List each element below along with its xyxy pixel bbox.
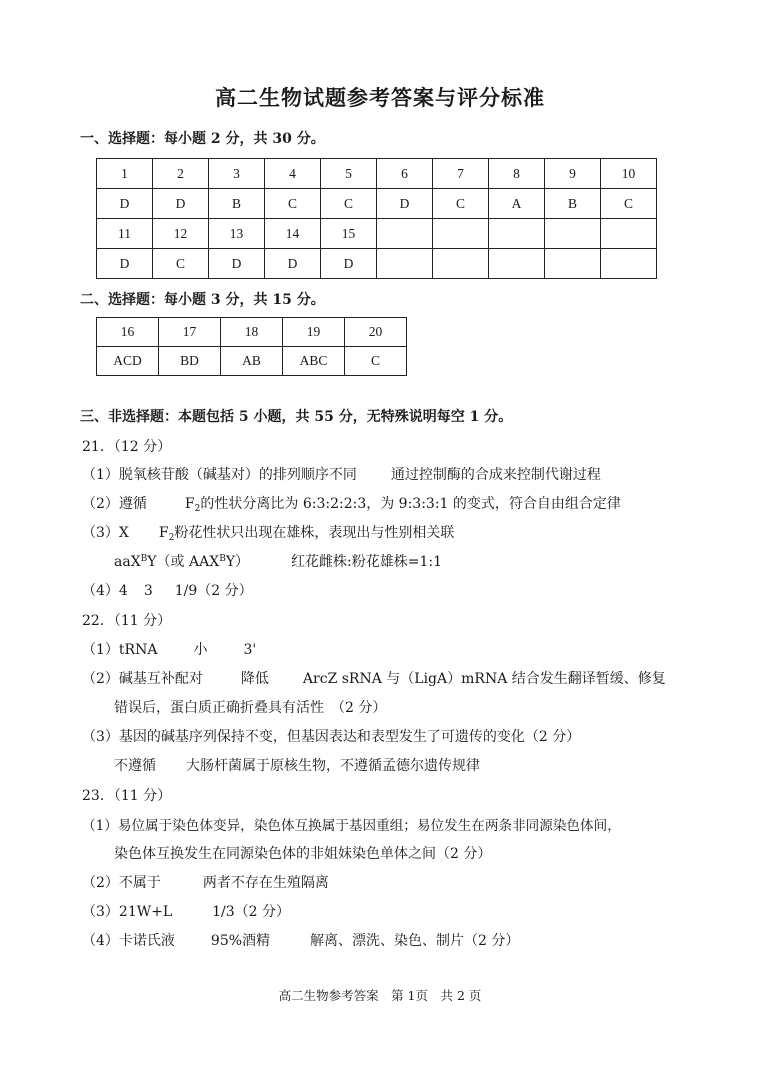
answer-cell: D [265, 249, 321, 279]
question-number: 5 [321, 159, 377, 189]
answer-text: 大肠杆菌属于原核生物，不遵循孟德尔遗传规律 [186, 758, 480, 774]
q22-answer-2 [82, 668, 666, 688]
q22-answer-1 [82, 639, 256, 659]
q22-answer-2-cont: 错误后，蛋白质正确折叠具有活性 （2 分） [114, 700, 387, 716]
table-row [97, 347, 407, 376]
q23-answer-4 [82, 930, 519, 950]
q23-answer-1-cont: 染色体互换发生在同源染色体的非姐妹染色单体之间（2 分） [114, 846, 492, 862]
answer-cell: C [265, 189, 321, 219]
q21-answer-2 [82, 493, 621, 513]
answer-text: 1/3（2 分） [212, 904, 291, 920]
answer-text: F [184, 496, 195, 512]
table-row [97, 219, 657, 249]
question-number: 17 [159, 318, 221, 347]
superscript: B [140, 554, 148, 564]
empty-cell [433, 219, 489, 249]
question-number: 15 [321, 219, 377, 249]
question-number: 3 [209, 159, 265, 189]
answer-text: 3' [243, 642, 257, 658]
answer-text: ArcZ sRNA 与（LigA）mRNA 结合发生翻译暂缓、修复 [302, 671, 666, 687]
question-number: 12 [153, 219, 209, 249]
question-number: 7 [433, 159, 489, 189]
question-number: 6 [377, 159, 433, 189]
q23-answer-2 [82, 872, 329, 892]
question-number: 1 [97, 159, 153, 189]
answer-cell: D [97, 249, 153, 279]
answer-cell: D [153, 189, 209, 219]
answer-cell: ABC [283, 347, 345, 376]
q22-answer-3: （3）基因的碱基序列保持不变，但基因表达和表型发生了可遗传的变化（2 分） [82, 729, 581, 745]
answer-text: 粉花性状只出现在雄株，表现出与性别相关联 [174, 525, 455, 541]
answer-cell: D [209, 249, 265, 279]
empty-cell [545, 219, 601, 249]
empty-cell [545, 249, 601, 279]
answer-text: 3 [143, 583, 153, 599]
answer-text: 通过控制酶的合成来控制代谢过程 [390, 467, 601, 483]
q21-answer-5 [82, 580, 253, 600]
answer-text: 两者不存在生殖隔离 [202, 875, 329, 891]
table-row [97, 318, 407, 347]
question-number: 10 [601, 159, 657, 189]
page-footer: 高二生物参考答案 第 1页 共 2 页 [278, 988, 482, 1003]
empty-cell [377, 219, 433, 249]
q21-answer-3 [82, 522, 454, 542]
answer-text: （3）21W+L [82, 904, 173, 920]
page-title: 高二生物试题参考答案与评分标准 [215, 85, 545, 110]
answer-cell: B [545, 189, 601, 219]
answer-text: （3）X [82, 525, 129, 541]
question-23-heading: 23．（11 分） [82, 788, 172, 804]
answer-cell: ACD [97, 347, 159, 376]
answer-text: 1/9（2 分） [174, 583, 253, 599]
answer-text: （1）脱氧核苷酸（碱基对）的排列顺序不同 [82, 467, 357, 483]
answer-cell: C [345, 347, 407, 376]
section1-heading: 一、选择题：每小题 2 分，共 30 分。 [80, 131, 325, 147]
superscript: B [219, 554, 226, 564]
answer-text: 95%酒精 [210, 933, 271, 949]
answer-text: （4）4 [82, 583, 128, 599]
answer-cell: AB [221, 347, 283, 376]
answer-text: aaX [114, 554, 141, 570]
question-number: 4 [265, 159, 321, 189]
empty-cell [489, 219, 545, 249]
question-number: 2 [153, 159, 209, 189]
answer-text: 不遵循 [114, 758, 156, 774]
question-number: 9 [545, 159, 601, 189]
answer-cell: B [209, 189, 265, 219]
empty-cell [433, 249, 489, 279]
section3-heading: 三、非选择题：本题包括 5 小题，共 55 分，无特殊说明每空 1 分。 [80, 409, 513, 425]
question-number: 13 [209, 219, 265, 249]
q23-answer-3 [82, 901, 290, 921]
table-row [97, 159, 657, 189]
empty-cell [601, 219, 657, 249]
answer-text: 降低 [240, 671, 269, 687]
answer-text: 红花雌株:粉花雄株=1:1 [291, 554, 443, 570]
subscript: 2 [168, 533, 175, 543]
question-number: 20 [345, 318, 407, 347]
answer-text: （2）不属于 [82, 875, 161, 891]
question-number: 16 [97, 318, 159, 347]
answer-text: （1）tRNA [82, 642, 158, 658]
section1-answer-table [96, 158, 657, 279]
question-number: 14 [265, 219, 321, 249]
q22-answer-3-cont [114, 755, 480, 775]
table-row [97, 189, 657, 219]
subscript: 2 [194, 504, 201, 514]
answer-cell: C [433, 189, 489, 219]
section2-answer-table [96, 317, 407, 376]
answer-cell: D [321, 249, 377, 279]
q21-answer-4 [114, 551, 442, 571]
answer-cell: A [489, 189, 545, 219]
answer-cell: C [601, 189, 657, 219]
answer-text: F [158, 525, 169, 541]
empty-cell [377, 249, 433, 279]
answer-text: 小 [193, 642, 208, 658]
question-number: 18 [221, 318, 283, 347]
question-22-heading: 22．（11 分） [82, 613, 172, 629]
answer-cell: C [153, 249, 209, 279]
question-21-heading: 21．（12 分） [82, 439, 172, 455]
section2-heading: 二、选择题：每小题 3 分，共 15 分。 [80, 292, 325, 308]
answer-text: （2）遵循 [82, 496, 147, 512]
answer-cell: D [97, 189, 153, 219]
answer-cell: C [321, 189, 377, 219]
answer-text: （2）碱基互补配对 [82, 671, 203, 687]
answer-text: Y（或 AAX [147, 554, 220, 570]
question-number: 8 [489, 159, 545, 189]
answer-text: Y） [225, 554, 250, 570]
answer-text: 解离、漂洗、染色、制片（2 分） [310, 933, 520, 949]
question-number: 19 [283, 318, 345, 347]
answer-cell: BD [159, 347, 221, 376]
question-number: 11 [97, 219, 153, 249]
empty-cell [601, 249, 657, 279]
answer-cell: D [377, 189, 433, 219]
answer-text: （4）卡诺氏液 [82, 933, 175, 949]
q23-answer-1: （1）易位属于染色体变异，染色体互换属于基因重组；易位发生在两条非同源染色体间， [82, 818, 621, 834]
table-row [97, 249, 657, 279]
q21-answer-1 [82, 464, 601, 484]
answer-text: 的性状分离比为 6:3:2:2:3，为 9:3:3:1 的变式，符合自由组合定律 [200, 496, 621, 512]
empty-cell [489, 249, 545, 279]
